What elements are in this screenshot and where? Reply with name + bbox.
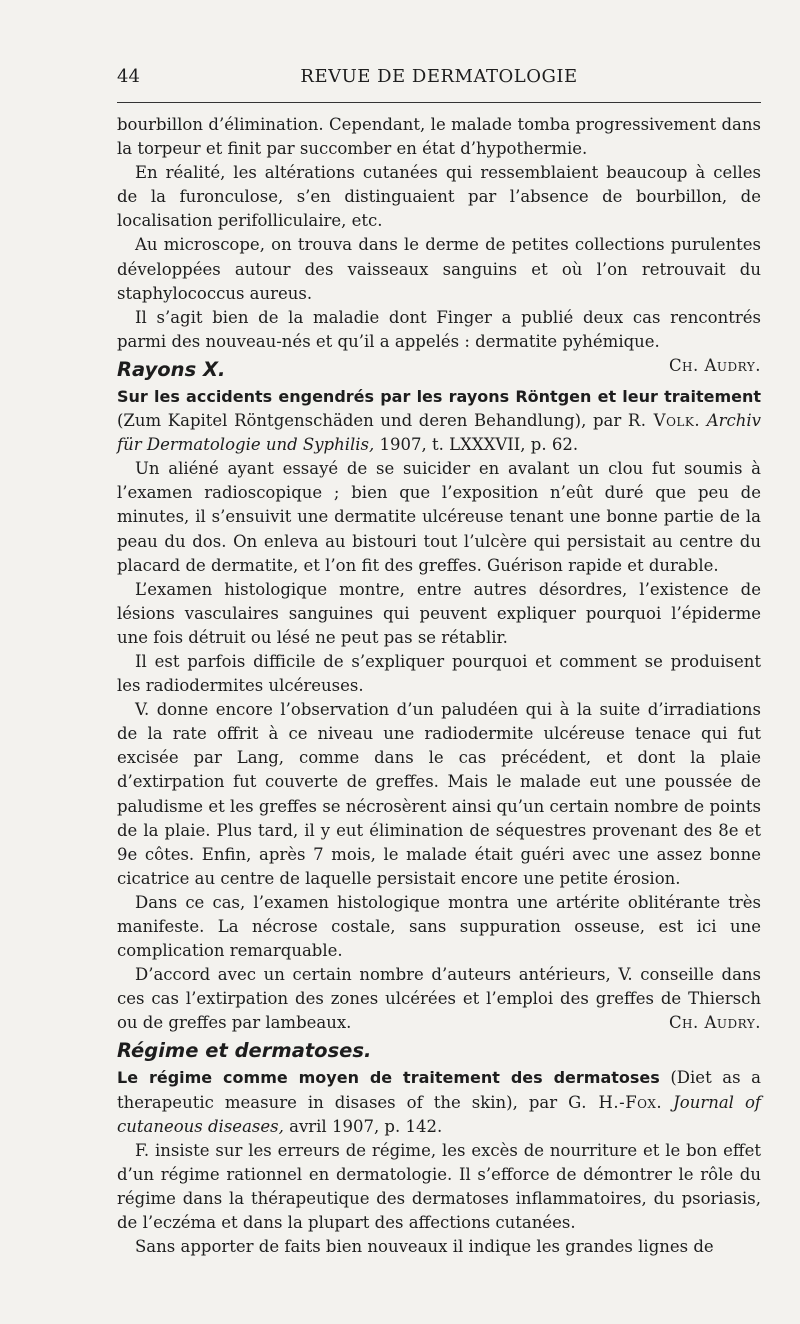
citation: avril 1907, p. 142. <box>289 1116 443 1136</box>
article-title: Le régime comme moyen de traitement des dermatoses <box>117 1068 660 1088</box>
paragraph: bourbillon d’élimination. Cependant, le malade tomba progressivement dans la torpeur et finit par succomber en état d’hypothermie. <box>117 115 761 159</box>
article-author: G. H.-Fox. <box>568 1092 663 1112</box>
header-rule <box>117 102 761 103</box>
paragraph: V. donne encore l’observation d’un paludéen qui à la suite d’irradiations de la rate offrit à ce niveau une radiodermite ulcéreuse tenace qui fut excisée par Lang, comme dans le cas précédent, et dont la plaie d’extirpation fut couverte de greffes. Mais le malade eut une poussée de paludisme et les greffes se nécrosèrent ainsi qu’un certain nombre de points de la plaie. Plus tard, il y eut élimination de séquestres provenant des 8e et 9e côtes. Enfin, après 7 mois, le malade était guéri avec une assez bonne cicatrice au centre de laquelle persistait encore une petite érosion. <box>117 700 761 888</box>
author-signature: Ch. Audry. <box>668 1013 761 1033</box>
author-signature: Ch. Audry. <box>668 355 761 375</box>
article-author: R. Volk. <box>627 411 701 431</box>
paragraph: Au microscope, on trouva dans le derme de petites collections purulentes développées autour des vaisseaux sanguins et où l’on retrouvait du staphylococcus aureus. <box>117 235 761 303</box>
section-heading-rayons: Rayons X. <box>117 357 226 381</box>
article-original-title: (Diet as a therapeutic measure in disases of the skin), par <box>117 1068 761 1112</box>
page-number: 44 <box>117 66 140 87</box>
journal-name: Journal of cutaneous diseases, <box>117 1092 762 1136</box>
journal-name: Archiv für Dermatologie und Syphilis, <box>117 411 761 455</box>
paragraph: Il est parfois difficile de s’expliquer pourquoi et comment se produisent les radiodermites ulcéreuses. <box>117 651 761 696</box>
paragraph: F. insiste sur les erreurs de régime, les excès de nourriture et le bon effet d’un régime rationnel en dermatologie. Il s’efforce de démontrer le rôle du régime dans la thérapeutique des dermatoses inflammatoires, du psoriasis, de l’eczéma et dans la plupart des affections cutanées. <box>117 1140 761 1233</box>
paragraph: Sans apporter de faits bien nouveaux il indique les grandes lignes de <box>135 1237 714 1257</box>
article-title: Sur les accidents engendrés par les rayons Röntgen et leur traitement <box>117 386 761 406</box>
paragraph <box>117 963 761 1035</box>
page-header <box>117 66 761 96</box>
citation: 1907, t. LXXXVII, p. 62. <box>379 435 579 455</box>
running-title: REVUE DE DERMATOLOGIE <box>300 66 578 87</box>
paragraph: Un aliéné ayant essayé de se suicider en avalant un clou fut soumis à l’examen radioscopique ; bien que l’exposition n’eût duré que peu de minutes, il s’ensuivit une dermatite ulcéreuse tenant une bonne partie de la peau du dos. On enleva au bistouri tout l’ulcère qui persistait au centre du placard de dermatite, et l’on fit des greffes. Guérison rapide et durable. <box>117 459 761 575</box>
paragraph-text: D’accord avec un certain nombre d’auteurs antérieurs, V. conseille dans ces cas l’extirpation des zones ulcérées et l’emploi des greffes de Thiersch ou de greffes par lambeaux. <box>117 965 761 1033</box>
journal-page <box>117 66 761 1259</box>
paragraph-text: Il s’agit bien de la maladie dont Finger a publié deux cas rencontrés parmi des nouveau-nés et qu’il a appelés : dermatite pyhémique. <box>117 307 761 351</box>
paragraph: L’examen histologique montre, entre autres désordres, l’existence de lésions vasculaires sanguines qui peuvent expliquer pourquoi l’épiderme une fois détruit ou lésé ne peut pas se rétablir. <box>117 579 761 647</box>
paragraph: En réalité, les altérations cutanées qui ressemblaient beaucoup à celles de la furonculose, s’en distinguaient par l’absence de bourbillon, de localisation perifolliculaire, etc. <box>117 163 761 231</box>
article-original-title: (Zum Kapitel Röntgenschäden und deren Behandlung), par <box>117 411 622 431</box>
article-reference <box>117 385 761 457</box>
section-heading-regime: Régime et dermatoses. <box>117 1039 372 1063</box>
article-reference <box>117 1066 761 1138</box>
paragraph: Dans ce cas, l’examen histologique montra une artérite oblitérante très manifeste. La nécrose costale, sans suppuration osseuse, est ici une complication remarquable. <box>117 892 761 961</box>
